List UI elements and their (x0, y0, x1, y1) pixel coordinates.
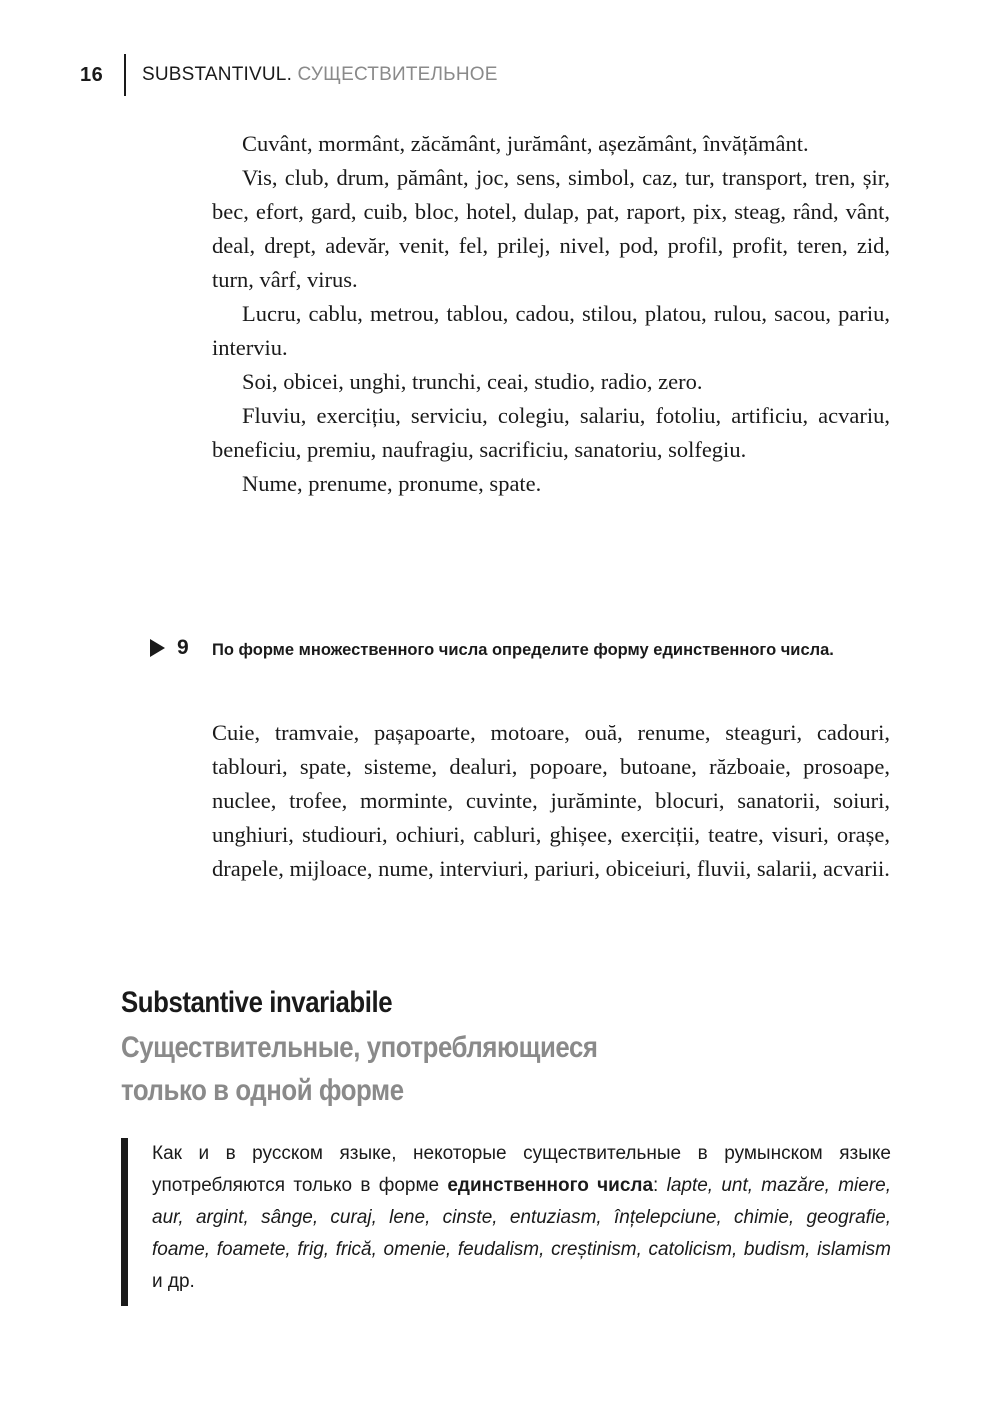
page-header (80, 52, 498, 98)
exercise-words: Cuie, tramvaie, pașapoarte, motoare, ouă, renume, steaguri, cadouri, tablouri, spate, sisteme, dealuri, popoare, butoane, războaie, prosoape, nuclee, trofee, morminte, cuvinte, jurăminte, blocuri, sanatorii, soiuri, unghiuri, studiouri, ochiuri, cabluri, ghișee, exerciții, teatre, visuri, orașe, drapele, mijloace, nume, interviuri, pariuri, obiceiuri, fluvii, salarii, acvarii. (212, 720, 890, 881)
exercise-heading (150, 634, 892, 666)
note-examples: lapte, unt, mazăre, miere, aur, argint, sânge, curaj, lene, cinste, entuziasm, înțelepciune, chimie, geografie, foame, foamete, frig, frică, omenie, feudalism, creștinism, catolicism, budism, islamism (152, 1175, 891, 1260)
note-side-bar (121, 1138, 128, 1306)
word-list-block (212, 127, 890, 501)
section-subtitle-line: только в одной форме (121, 1074, 404, 1107)
running-title-ro: SUBSTANTIVUL. (142, 64, 293, 85)
section-subtitle (121, 1026, 723, 1112)
exercise-number: 9 (177, 636, 189, 659)
section-title: Substantive invariabile (121, 986, 393, 1019)
exercise-marker (150, 634, 212, 666)
word-list-paragraph: Nume, prenume, pronume, spate. (242, 471, 542, 496)
section-subtitle-line: Существительные, употребляющиеся (121, 1031, 598, 1064)
note-emphasis: единственного числа (447, 1175, 654, 1196)
word-list-paragraph: Fluviu, exercițiu, serviciu, colegiu, salariu, fotoliu, artificiu, acvariu, beneficiu, premiu, naufragiu, sacrificiu, sanatoriu, solfegiu. (212, 403, 890, 462)
word-list-paragraph: Cuvânt, mormânt, zăcământ, jurământ, așezământ, învățământ. (242, 131, 809, 156)
exercise-words-block (212, 716, 890, 886)
note-tail: и др. (152, 1271, 195, 1292)
note-colon: : (653, 1175, 667, 1196)
running-title-ru: СУЩЕСТВИТЕЛЬНОЕ (297, 64, 498, 85)
note-text (152, 1138, 891, 1306)
note-intro: Как и в русском языке, некоторые существительные в румынском языке употребляются только в форме (152, 1143, 891, 1196)
word-list-paragraph: Soi, obicei, unghi, trunchi, ceai, studio, radio, zero. (242, 369, 703, 394)
word-list-paragraph: Lucru, cablu, metrou, tablou, cadou, stilou, platou, rulou, sacou, pariu, interviu. (212, 301, 890, 360)
word-list-paragraph: Vis, club, drum, pământ, joc, sens, simbol, caz, tur, transport, tren, șir, bec, efort, gard, cuib, bloc, hotel, dulap, pat, raport, pix, steag, rând, vânt, deal, drept, adevăr, venit, fel, prilej, nivel, pod, profil, profit, teren, zid, turn, vârf, virus. (212, 165, 890, 292)
exercise-instruction: По форме множественного числа определите форму единственного числа. (212, 641, 834, 659)
note-box (121, 1138, 891, 1306)
running-title (142, 64, 498, 86)
play-arrow-icon (150, 639, 165, 657)
header-divider (124, 54, 126, 96)
page-number: 16 (80, 63, 104, 86)
